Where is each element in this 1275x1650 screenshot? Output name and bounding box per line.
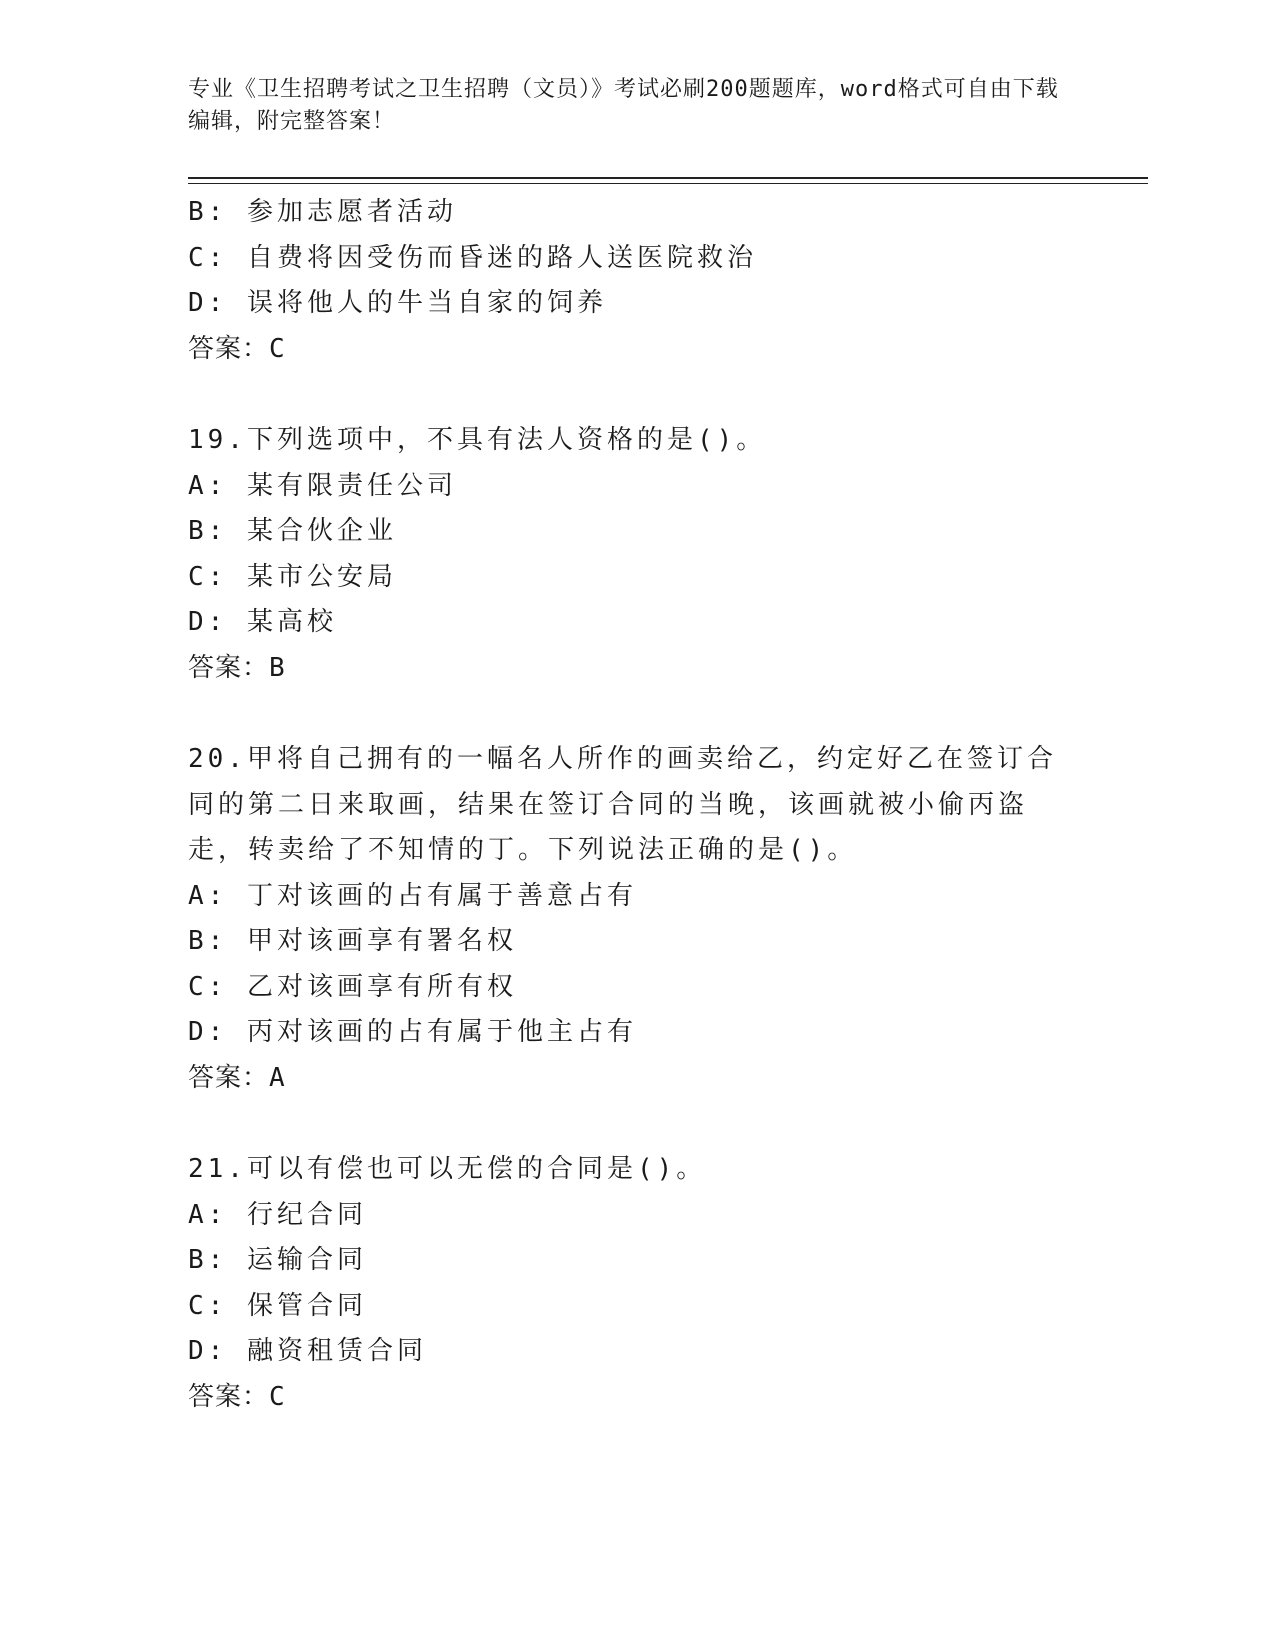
option-d: D: 丙对该画的占有属于他主占有 — [188, 1017, 637, 1047]
option-c: C: 自费将因受伤而昏迷的路人送医院救治 — [188, 242, 757, 273]
option-b: B: 参加志愿者活动 — [188, 197, 457, 227]
option-a: A: 某有限责任公司 — [188, 470, 457, 501]
answer-line: 答案：A — [188, 1062, 286, 1093]
option-b: B: 运输合同 — [188, 1245, 367, 1275]
question-21 — [188, 1147, 1148, 1420]
header-divider-thick — [188, 177, 1148, 179]
option-a: A: 行纪合同 — [188, 1199, 367, 1230]
option-d: D: 某高校 — [188, 607, 337, 637]
answer-line: 答案：C — [188, 333, 286, 364]
option-c: C: 保管合同 — [188, 1290, 367, 1321]
page-header: 专业《卫生招聘考试之卫生招聘（文员）》考试必刷200题题库，word格式可自由下载编辑，附完整答案！ — [188, 77, 1059, 134]
answer-line: 答案：B — [188, 652, 286, 683]
option-c: C: 某市公安局 — [188, 561, 397, 592]
question-text: 19.下列选项中，不具有法人资格的是()。 — [188, 425, 767, 455]
option-b: B: 甲对该画享有署名权 — [188, 926, 517, 956]
question-20 — [188, 737, 1148, 1101]
option-d: D: 融资租赁合同 — [188, 1336, 427, 1366]
option-a: A: 丁对该画的占有属于善意占有 — [188, 880, 637, 911]
question-text: 21.可以有偿也可以无偿的合同是()。 — [188, 1154, 707, 1184]
question-fragment — [188, 190, 1148, 372]
answer-line: 答案：C — [188, 1381, 286, 1412]
question-list — [188, 190, 1148, 1420]
header-divider-thin — [188, 183, 1148, 184]
question-text: 20.甲将自己拥有的一幅名人所作的画卖给乙，约定好乙在签订合同的第二日来取画，结果在签订合同的当晚，该画就被小偷丙盗走，转卖给了不知情的丁。下列说法正确的是()。 — [188, 744, 1057, 865]
question-19 — [188, 418, 1148, 691]
option-d: D: 误将他人的牛当自家的饲养 — [188, 288, 607, 318]
option-b: B: 某合伙企业 — [188, 516, 397, 546]
option-c: C: 乙对该画享有所有权 — [188, 971, 517, 1002]
